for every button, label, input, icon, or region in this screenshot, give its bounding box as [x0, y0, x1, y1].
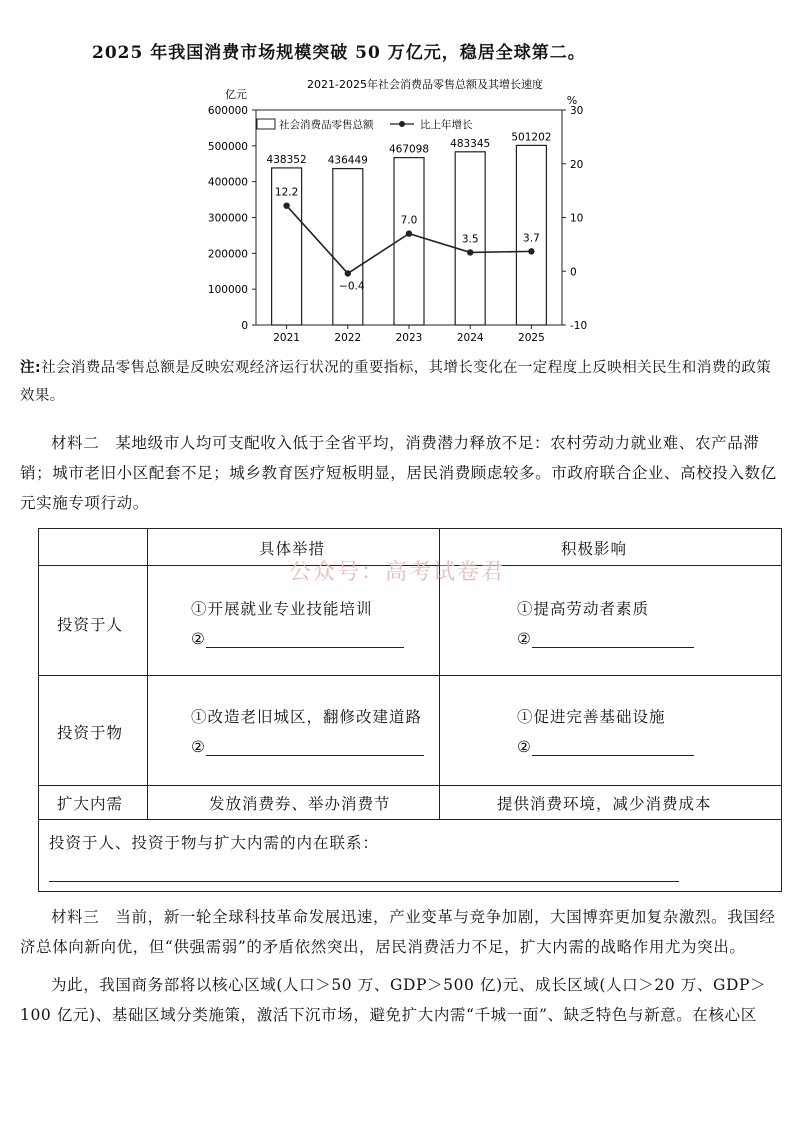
row-label-things: 投资于物	[57, 724, 124, 742]
measures-table	[38, 528, 782, 892]
left-tick-label: 100000	[207, 284, 248, 297]
bar-value-label: 436449	[327, 154, 368, 167]
note-label: 注:	[20, 360, 42, 376]
legend-line-marker	[399, 121, 405, 127]
right-tick-label: -10	[570, 320, 588, 332]
answer-blank[interactable]	[532, 629, 694, 648]
material-three-p2: 为此，我国商务部将以核心区域(人口＞50 万、GDP＞500 亿)元、成长区域(人口＞20 万、GDP＞100 亿元)、基础区域分类施策，激活下沉市场，避免扩大内需“千城一面”、缺乏特色与新意。在核心区	[20, 976, 767, 1024]
x-tick-label: 2021	[273, 332, 300, 344]
bar-value-label: 467098	[388, 143, 430, 156]
legend-line-label: 比上年增长	[420, 119, 473, 131]
right-tick-label: 30	[570, 105, 584, 117]
growth-value-label: 3.7	[523, 232, 540, 245]
chart-bars	[267, 131, 552, 325]
chart-legend	[257, 118, 473, 131]
right-tick-label: 20	[570, 158, 584, 171]
material-three	[20, 902, 782, 1030]
x-tick-label: 2023	[395, 332, 423, 344]
answer-blank[interactable]	[206, 629, 404, 648]
things-impact-2: ②	[517, 737, 694, 756]
section-heading: 2025 年我国消费市场规模突破 50 万亿元，稳居全球第二。	[92, 43, 586, 63]
x-tick-label: 2022	[334, 332, 362, 344]
material-three-p1: 材料三 当前，新一轮全球科技革命发展迅速，产业变革与竞争加剧，大国博弈更加复杂激烈。我国经济总体向新向优，但“供强需弱”的矛盾依然突出，居民消费活力不足，扩大内需的战略作用尤为突出。	[20, 908, 776, 956]
growth-point	[406, 230, 412, 236]
chart-note	[20, 354, 780, 410]
x-tick-label: 2025	[518, 332, 545, 344]
demand-impact: 提供消费环境，减少消费成本	[497, 795, 712, 813]
header-measure: 具体举措	[259, 540, 326, 558]
growth-point	[528, 248, 534, 254]
left-tick-label: 600000	[207, 105, 248, 117]
bar-value-label: 501202	[511, 131, 552, 144]
note-text: 社会消费品零售总额是反映宏观经济运行状况的重要指标，其增长变化在一定程度上反映相关民生和消费的政策效果。	[20, 360, 772, 404]
legend-bar-label: 社会消费品零售总额	[279, 119, 374, 131]
left-tick-label: 300000	[207, 212, 248, 225]
left-axis-unit: 亿元	[225, 88, 247, 101]
people-impact-1: ①提高劳动者素质	[517, 600, 650, 618]
footer-question: 投资于人、投资于物与扩大内需的内在联系：	[49, 834, 380, 852]
legend-bar-swatch	[257, 119, 275, 129]
left-tick-label: 200000	[207, 248, 248, 261]
row-label-people: 投资于人	[57, 616, 124, 634]
answer-blank[interactable]	[206, 737, 424, 756]
growth-value-label: 3.5	[461, 233, 479, 246]
demand-measure: 发放消费券、举办消费节	[209, 795, 391, 813]
chart-title: 2021-2025年社会消费品零售总额及其增长速度	[307, 78, 543, 91]
people-impact-2: ②	[517, 629, 694, 648]
left-tick-label: 500000	[207, 140, 248, 153]
things-measure-1: ①改造老旧城区，翻修改建道路	[191, 708, 423, 726]
retail-sales-chart	[200, 70, 600, 350]
growth-point	[467, 249, 473, 255]
left-tick-label: 400000	[207, 176, 248, 189]
right-axis-unit: %	[566, 94, 578, 107]
right-tick-label: 0	[570, 266, 577, 279]
growth-point	[283, 202, 289, 208]
bar-value-label: 438352	[266, 153, 307, 166]
bar-value-label: 483345	[450, 137, 491, 150]
row-label-demand: 扩大内需	[57, 795, 124, 813]
things-measure-2: ②	[191, 737, 424, 756]
growth-value-label: 7.0	[400, 214, 418, 227]
growth-point	[345, 270, 351, 276]
people-measure-2: ②	[191, 629, 404, 648]
people-measure-1: ①开展就业专业技能培训	[191, 600, 373, 618]
left-tick-label: 0	[241, 320, 248, 332]
growth-value-label: 12.2	[274, 186, 299, 199]
bar	[333, 169, 363, 325]
growth-value-label: −0.4	[339, 280, 365, 293]
answer-blank[interactable]	[49, 863, 679, 882]
material-two: 材料二 某地级市人均可支配收入低于全省平均，消费潜力释放不足：农村劳动力就业难、农产品滞销；城市老旧小区配套不足；城乡教育医疗短板明显，居民消费顾虑较多。市政府联合企业、高校投入数亿元实施专项行动。	[20, 434, 777, 512]
header-impact: 积极影响	[561, 540, 628, 558]
x-tick-label: 2024	[456, 332, 484, 344]
right-tick-label: 10	[570, 212, 584, 225]
watermark-text: 公众号：高考试卷君	[289, 560, 506, 585]
things-impact-1: ①促进完善基础设施	[517, 708, 666, 726]
answer-blank[interactable]	[532, 737, 694, 756]
